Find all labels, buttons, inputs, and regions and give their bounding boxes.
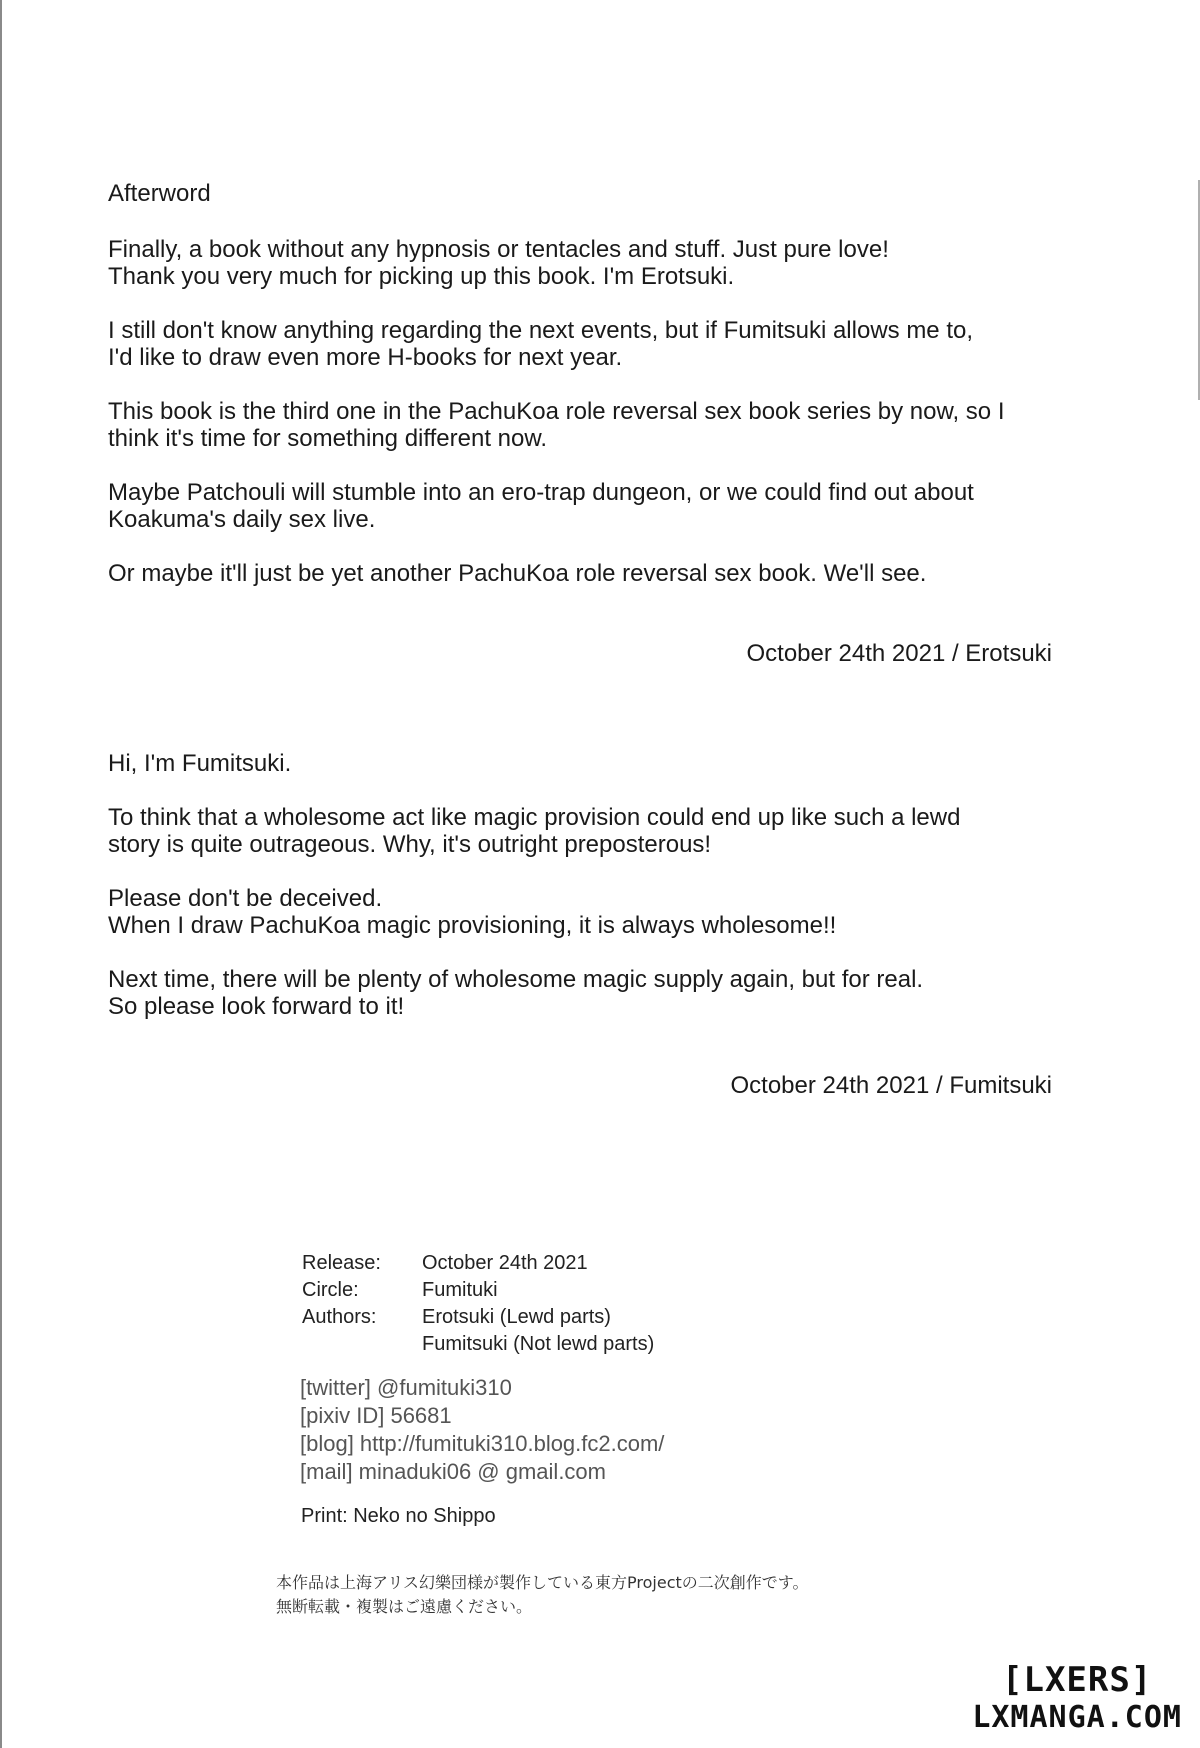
text-line: Or maybe it'll just be yet another PachuKoa role reversal sex book. We'll see.: [108, 560, 927, 587]
erotsuki-afterword-body: [108, 236, 1068, 614]
paragraph: [108, 804, 1068, 858]
paragraph: [108, 479, 1068, 533]
text-line: When I draw PachuKoa magic provisioning, it is always wholesome!!: [108, 912, 837, 939]
circle-value: Fumituki: [422, 1279, 498, 1301]
japanese-notice: [276, 1571, 809, 1619]
authors-row-2: [302, 1331, 654, 1358]
fumitsuki-note-body: [108, 750, 1068, 1047]
paragraph: [108, 236, 1068, 290]
authors-value: Erotsuki (Lewd parts): [422, 1306, 611, 1328]
print-credit: Print: Neko no Shippo: [301, 1505, 496, 1527]
text-line: story is quite outrageous. Why, it's outright preposterous!: [108, 831, 712, 858]
text-line: To think that a wholesome act like magic provision could end up like such a lewd: [108, 804, 961, 831]
pixiv-id: [pixiv ID] 56681: [300, 1403, 452, 1428]
text-line: Please don't be deceived.: [108, 885, 383, 912]
blog-link: [blog] http://fumituki310.blog.fc2.com/: [300, 1431, 665, 1456]
text-line: This book is the third one in the PachuKoa role reversal sex book series by now, so I: [108, 398, 1005, 425]
text-line: think it's time for something different now.: [108, 425, 548, 452]
page-edge-left: [0, 0, 2, 1748]
release-value: October 24th 2021: [422, 1252, 588, 1274]
watermark-line: LXMANGA.COM: [972, 1700, 1182, 1735]
twitter-link: [twitter] @fumituki310: [300, 1375, 512, 1400]
site-watermark: [972, 1660, 1182, 1735]
paragraph: [108, 966, 1068, 1020]
text-line: Thank you very much for picking up this book. I'm Erotsuki.: [108, 263, 735, 290]
text-line: Koakuma's daily sex live.: [108, 506, 376, 533]
authors-row: [302, 1304, 654, 1331]
text-line: Hi, I'm Fumitsuki.: [108, 750, 292, 777]
text-line: Next time, there will be plenty of wholesome magic supply again, but for real.: [108, 966, 924, 993]
watermark-line: [LXERS]: [1002, 1660, 1153, 1700]
japanese-notice-line: 本作品は上海アリス幻樂団様が製作している東方Projectの二次創作です。: [276, 1573, 809, 1592]
circle-label: Circle:: [302, 1279, 359, 1301]
paragraph: [108, 560, 1068, 587]
authors-label-spacer: [302, 1331, 422, 1358]
release-label: Release:: [302, 1252, 381, 1274]
release-row: [302, 1250, 654, 1277]
mail-address: [mail] minaduki06 @ gmail.com: [300, 1459, 606, 1484]
text-line: So please look forward to it!: [108, 993, 405, 1020]
afterword-heading: Afterword: [108, 180, 211, 207]
paragraph: [108, 885, 1068, 939]
paragraph: [108, 398, 1068, 452]
text-line: Finally, a book without any hypnosis or tentacles and stuff. Just pure love!: [108, 236, 889, 263]
text-line: I still don't know anything regarding the next events, but if Fumitsuki allows me to,: [108, 317, 974, 344]
text-line: I'd like to draw even more H-books for next year.: [108, 344, 623, 371]
paragraph: [108, 750, 1068, 777]
authors-value: Fumitsuki (Not lewd parts): [422, 1333, 655, 1355]
erotsuki-signature: October 24th 2021 / Erotsuki: [746, 640, 1052, 667]
authors-label: Authors:: [302, 1306, 377, 1328]
paragraph: [108, 317, 1068, 371]
japanese-notice-line: 無断転載・複製はご遠慮ください。: [276, 1597, 533, 1616]
fumitsuki-signature: October 24th 2021 / Fumitsuki: [730, 1072, 1052, 1099]
colophon-credits: [302, 1250, 654, 1358]
contact-list: [300, 1374, 664, 1486]
text-line: Maybe Patchouli will stumble into an ero-trap dungeon, or we could find out about: [108, 479, 974, 506]
circle-row: [302, 1277, 654, 1304]
